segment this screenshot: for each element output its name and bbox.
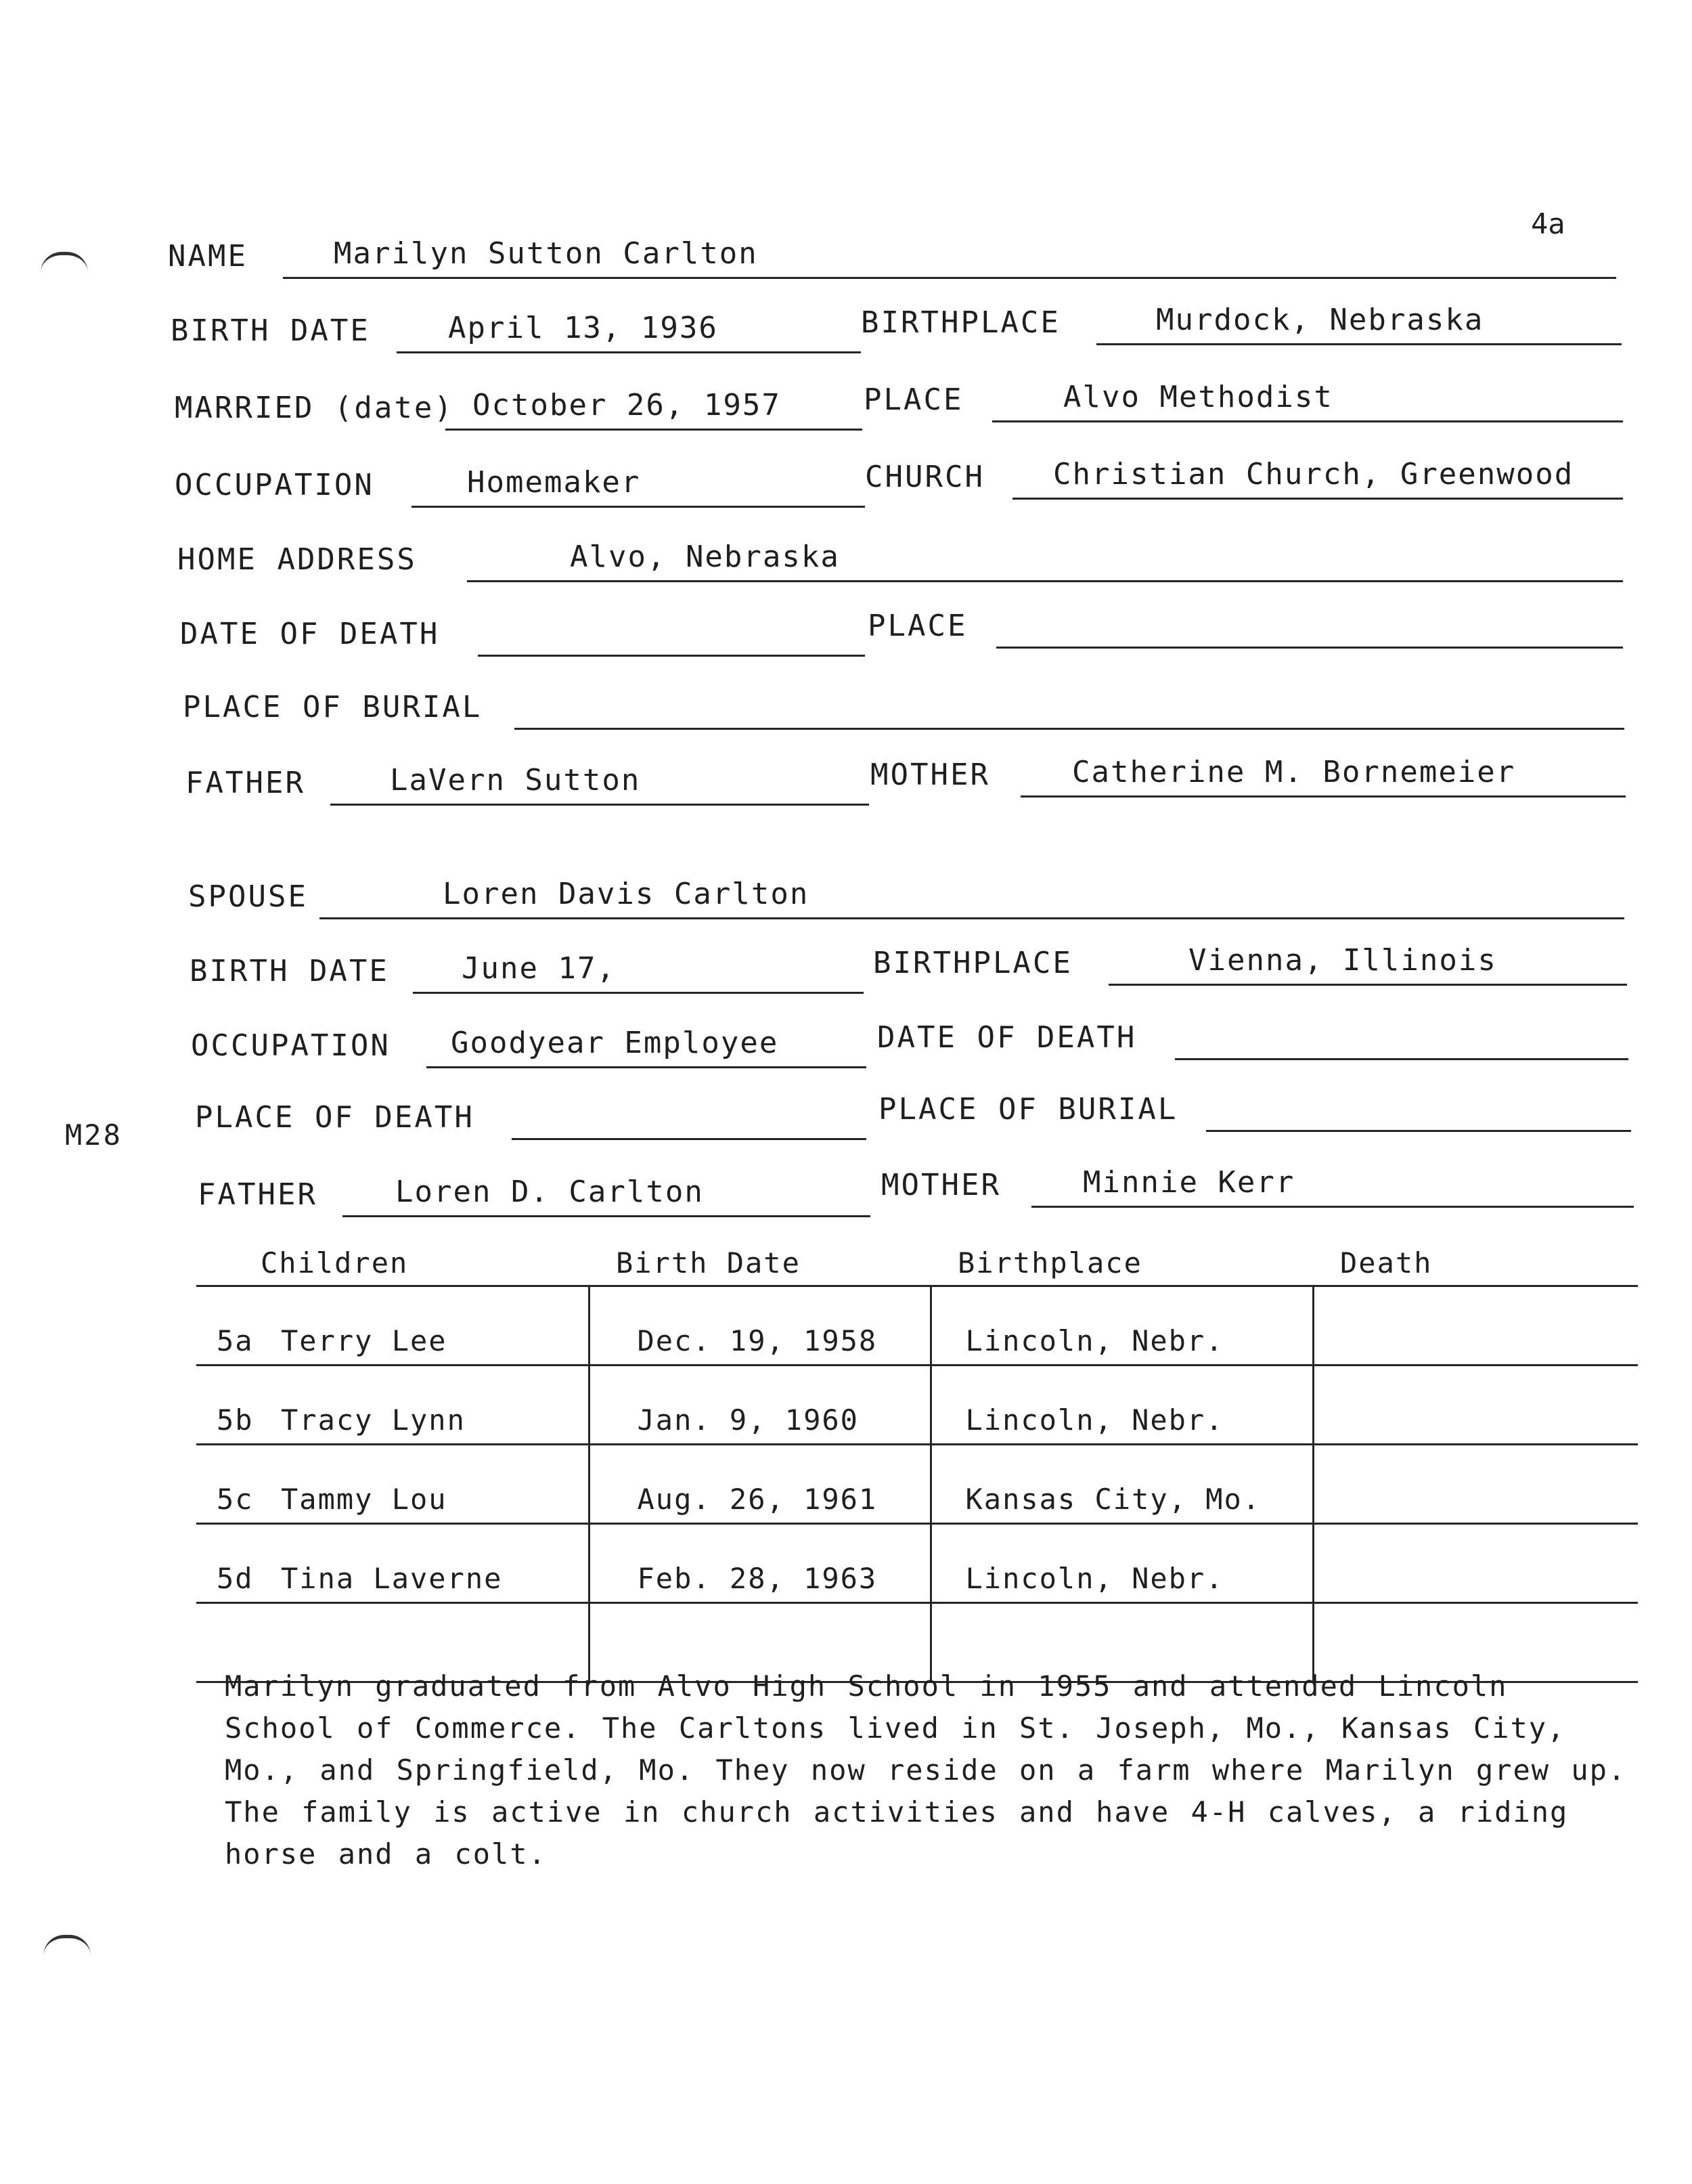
children-table [196, 1232, 1638, 1683]
spouse-father-line [342, 1215, 870, 1217]
table-row [196, 1366, 1638, 1445]
mother-value: Catherine M. Bornemeier [1072, 755, 1516, 789]
spouse-occupation-line [426, 1066, 866, 1068]
child-code: 5a [217, 1324, 254, 1357]
spouse-label: SPOUSE [188, 879, 308, 914]
place-of-burial-field [183, 669, 1624, 730]
binder-hole-mark [43, 1935, 91, 1956]
mother-field [870, 737, 1626, 798]
married-date-line [445, 429, 862, 431]
spouse-father-label: FATHER [198, 1177, 317, 1212]
church-label: CHURCH [865, 460, 985, 494]
child-birth-date: Aug. 26, 1961 [589, 1445, 931, 1524]
child-name: Terry Lee [281, 1324, 447, 1357]
death-place-field [868, 588, 1623, 649]
page-number: 4a [1531, 207, 1565, 240]
child-name: Tracy Lynn [281, 1403, 466, 1437]
married-date-field [175, 370, 862, 431]
child-death [1313, 1366, 1638, 1445]
death-header: Death [1313, 1232, 1638, 1286]
child-name-cell [196, 1366, 589, 1445]
spouse-date-of-death-line [1175, 1058, 1628, 1060]
spouse-birthplace-field [873, 925, 1627, 986]
spouse-father-value: Loren D. Carlton [395, 1175, 704, 1209]
occupation-field [175, 447, 865, 508]
spouse-place-of-death-label: PLACE OF DEATH [195, 1100, 474, 1135]
occupation-label: OCCUPATION [175, 468, 374, 502]
child-birthplace: Lincoln, Nebr. [931, 1366, 1313, 1445]
death-place-label: PLACE [868, 609, 968, 643]
occupation-line [411, 506, 865, 508]
mother-label: MOTHER [870, 758, 990, 792]
child-name: Tina Laverne [281, 1562, 503, 1595]
children-header: Children [196, 1232, 589, 1286]
birthplace-value: Murdock, Nebraska [1156, 303, 1484, 337]
married-date-value: October 26, 1957 [472, 388, 781, 422]
spouse-date-of-death-label: DATE OF DEATH [877, 1020, 1137, 1055]
child-death [1313, 1445, 1638, 1524]
date-of-death-label: DATE OF DEATH [180, 617, 440, 651]
birthplace-line [1096, 343, 1622, 345]
children-table-header [196, 1232, 1638, 1286]
name-field [168, 218, 1616, 279]
spouse-date-of-death-field [877, 999, 1628, 1060]
child-name-cell [196, 1445, 589, 1524]
father-label: FATHER [185, 766, 305, 800]
place-of-burial-line [514, 728, 1624, 730]
margin-code: M28 [65, 1118, 123, 1152]
child-name-cell [196, 1286, 589, 1366]
table-row [196, 1286, 1638, 1366]
spouse-birth-date-label: BIRTH DATE [190, 954, 389, 988]
spouse-mother-label: MOTHER [881, 1168, 1001, 1202]
birth-date-header: Birth Date [589, 1232, 931, 1286]
child-death [1313, 1286, 1638, 1366]
spouse-field [188, 858, 1624, 919]
married-place-line [992, 420, 1623, 422]
spouse-place-of-death-line [512, 1138, 866, 1140]
name-line [283, 277, 1616, 279]
child-code: 5c [217, 1483, 254, 1516]
spouse-place-of-burial-line [1206, 1130, 1631, 1132]
place-of-burial-label: PLACE OF BURIAL [183, 690, 483, 724]
spouse-occupation-value: Goodyear Employee [451, 1026, 779, 1060]
married-place-field [864, 362, 1623, 422]
church-line [1012, 498, 1623, 500]
child-birth-date: Dec. 19, 1958 [589, 1286, 931, 1366]
married-label: MARRIED (date) [175, 391, 454, 425]
child-birthplace: Lincoln, Nebr. [931, 1524, 1313, 1603]
mother-line [1021, 795, 1626, 798]
father-line [330, 804, 869, 806]
name-value: Marilyn Sutton Carlton [334, 236, 758, 271]
child-code: 5d [217, 1562, 254, 1595]
spouse-birthplace-value: Vienna, Illinois [1188, 943, 1497, 978]
spouse-birth-date-line [413, 992, 864, 994]
church-field [865, 439, 1623, 500]
child-name: Tammy Lou [281, 1483, 447, 1516]
birthplace-field [861, 284, 1622, 345]
birthplace-label: BIRTHPLACE [861, 305, 1061, 340]
binder-hole-mark [41, 252, 88, 273]
child-birthplace: Kansas City, Mo. [931, 1445, 1313, 1524]
child-code: 5b [217, 1403, 254, 1437]
spouse-mother-field [881, 1147, 1634, 1208]
birth-date-line [397, 351, 861, 353]
table-row [196, 1524, 1638, 1603]
spouse-place-of-burial-field [878, 1071, 1631, 1132]
spouse-birth-date-field [190, 933, 864, 994]
birth-date-value: April 13, 1936 [448, 311, 718, 345]
home-address-value: Alvo, Nebraska [570, 540, 840, 574]
spouse-mother-value: Minnie Kerr [1083, 1165, 1295, 1200]
spouse-line [319, 917, 1624, 919]
married-place-label: PLACE [864, 383, 964, 417]
family-narrative: Marilyn graduated from Alvo High School in 1955 and attended Lincoln School of Commerce. The Carltons lived in St. Joseph, Mo., Kansas City, Mo., and Springfield, Mo. They now reside on a farm where Marilyn grew up. The family is active in church activities and have 4-H calves, a riding horse and a colt. [225, 1669, 1627, 1871]
child-birth-date: Feb. 28, 1963 [589, 1524, 931, 1603]
child-birthplace: Lincoln, Nebr. [931, 1286, 1313, 1366]
spouse-value: Loren Davis Carlton [443, 877, 809, 911]
child-birth-date: Jan. 9, 1960 [589, 1366, 931, 1445]
occupation-value: Homemaker [467, 465, 641, 500]
birth-date-field [171, 292, 861, 353]
spouse-occupation-field [191, 1007, 866, 1068]
home-address-field [177, 521, 1623, 582]
birthplace-header: Birthplace [931, 1232, 1313, 1286]
spouse-place-of-burial-label: PLACE OF BURIAL [878, 1092, 1178, 1127]
father-value: LaVern Sutton [390, 763, 641, 798]
home-address-label: HOME ADDRESS [177, 542, 417, 577]
spouse-birth-date-value: June 17, [462, 951, 616, 986]
date-of-death-line [478, 655, 865, 657]
spouse-birthplace-label: BIRTHPLACE [873, 946, 1073, 980]
birth-date-label: BIRTH DATE [171, 313, 370, 348]
spouse-mother-line [1031, 1206, 1634, 1208]
spouse-place-of-death-field [195, 1079, 866, 1140]
married-place-value: Alvo Methodist [1063, 380, 1333, 414]
name-label: NAME [168, 239, 248, 274]
spouse-occupation-label: OCCUPATION [191, 1028, 391, 1063]
spouse-birthplace-line [1109, 984, 1627, 986]
home-address-line [467, 580, 1623, 582]
table-row [196, 1445, 1638, 1524]
date-of-death-field [180, 596, 865, 657]
father-field [185, 745, 869, 806]
death-place-line [996, 647, 1623, 649]
spouse-father-field [198, 1156, 870, 1217]
child-death [1313, 1524, 1638, 1603]
church-value: Christian Church, Greenwood [1053, 457, 1574, 492]
child-name-cell [196, 1524, 589, 1603]
